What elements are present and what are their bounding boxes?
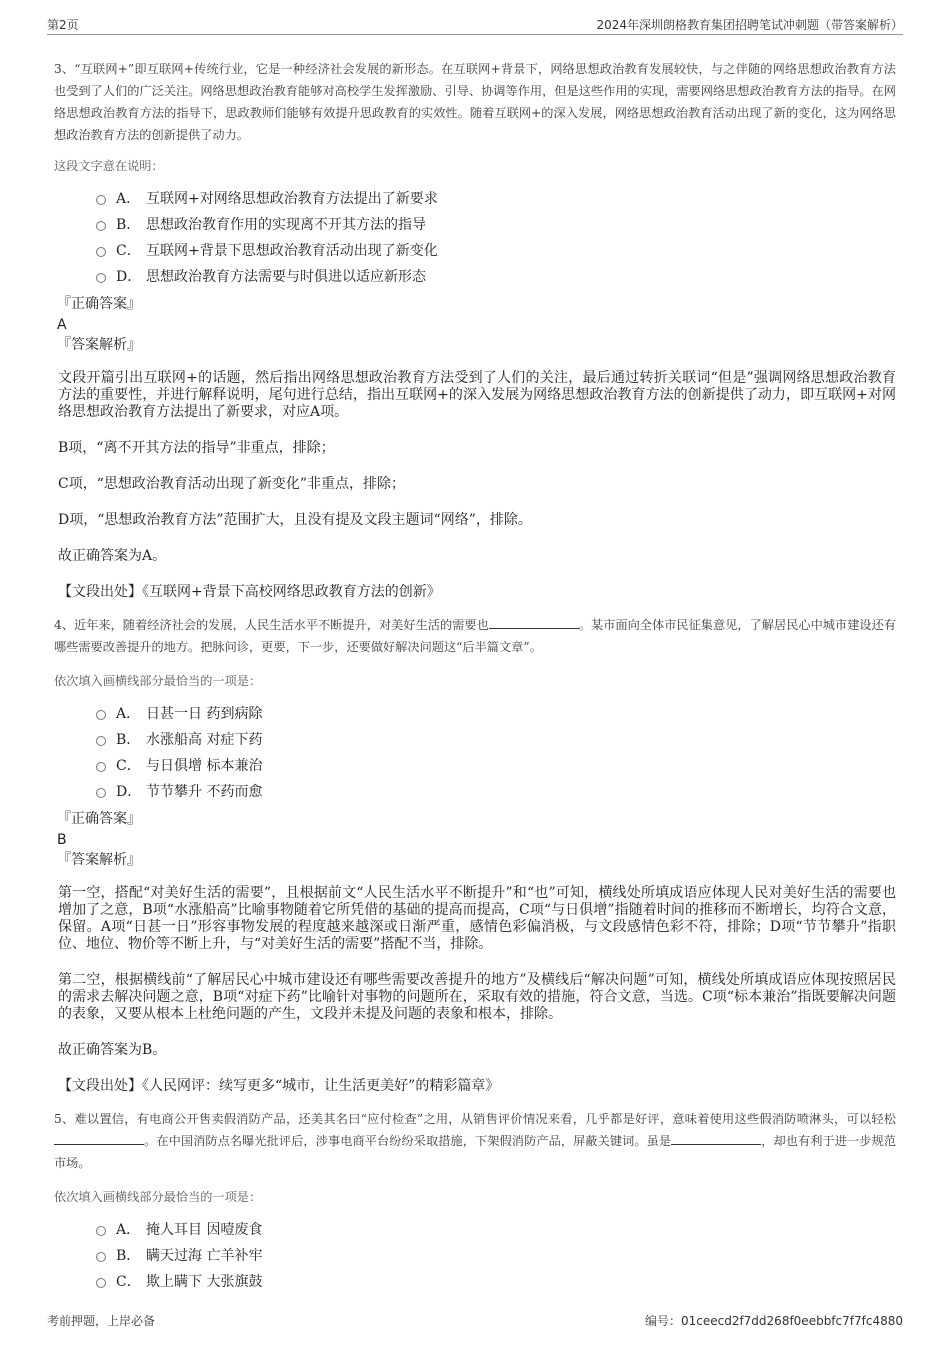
- question-prompt: 依次填入画横线部分最恰当的一项是：: [54, 1190, 262, 1204]
- radio-icon[interactable]: [96, 710, 106, 720]
- radio-icon[interactable]: [96, 1278, 106, 1288]
- question-text: 3、“互联网+”即互联网+传统行业，它是一种经济社会发展的新形态。在互联网+背景下，网络思想政治教育发展较快，与之伴随的网络思想政治教育方法也受到了人们的广泛关注。网络思想政治教育能够对高校学生发挥激励、引导、协调等作用，但是这些作用的实现，需要网络思想政治教育方法的指导。在网络思想政治教育方法的指导下，思政教师们能够有效提升思政教育的实效性。随着互联网+的深入发展，网络思想政治教育活动出现了新的变化，这为网络思想政治教育方法的创新提供了动力。: [54, 62, 896, 142]
- analysis-paragraph: D项，“思想政治教育方法”范围扩大，且没有提及文段主题词“网络”，排除。: [58, 512, 532, 528]
- analysis-paragraph: C项，“思想政治教育活动出现了新变化”非重点，排除；: [58, 476, 406, 492]
- question-prompt: 这段文字意在说明：: [54, 159, 164, 173]
- analysis-paragraph: 故正确答案为B。: [58, 1042, 167, 1058]
- option-d[interactable]: D． 思想政治教育方法需要与时俱进以适应新形态: [96, 264, 896, 290]
- analysis-label: 『答案解析』: [57, 337, 141, 353]
- answer-label: 『正确答案』: [57, 296, 141, 312]
- answer-label: 『正确答案』: [57, 811, 141, 827]
- source-citation: 【文段出处】《互联网+背景下高校网络思政教育方法的创新》: [58, 584, 441, 600]
- options-list: [54, 1217, 896, 1295]
- option-a[interactable]: A． 互联网+对网络思想政治教育方法提出了新要求: [96, 186, 896, 212]
- radio-icon[interactable]: [96, 1252, 106, 1262]
- question-5: [54, 1108, 896, 1295]
- radio-icon[interactable]: [96, 273, 106, 283]
- option-a[interactable]: A． 日甚一日 药到病除: [96, 701, 896, 727]
- question-4: [54, 614, 896, 1095]
- answer-value: A: [57, 317, 67, 333]
- footer-slogan: 考前押题，上岸必备: [47, 1314, 156, 1328]
- document-title: 2024年深圳朗格教育集团招聘笔试冲刺题（带答案解析）: [596, 18, 903, 32]
- radio-icon[interactable]: [96, 195, 106, 205]
- page-content: [54, 58, 896, 1295]
- analysis-paragraph: B项，“离不开其方法的指导”非重点，排除；: [58, 440, 335, 456]
- option-a[interactable]: A． 掩人耳目 因噎废食: [96, 1217, 896, 1243]
- document-id: 编号：01ceecd2f7dd268f0eebbfc7f7fc4880: [644, 1314, 903, 1328]
- page-number: 第2页: [47, 18, 79, 32]
- option-b[interactable]: B． 瞒天过海 亡羊补牢: [96, 1243, 896, 1269]
- radio-icon[interactable]: [96, 247, 106, 257]
- answer-blank: [54, 1133, 144, 1145]
- option-b[interactable]: B． 思想政治教育作用的实现离不开其方法的指导: [96, 212, 896, 238]
- source-citation: 【文段出处】《人民网评：续写更多“城市，让生活更美好”的精彩篇章》: [58, 1078, 500, 1094]
- radio-icon[interactable]: [96, 736, 106, 746]
- question-prompt: 依次填入画横线部分最恰当的一项是：: [54, 674, 262, 688]
- answer-blank: [489, 617, 579, 629]
- analysis-paragraph: 文段开篇引出互联网+的话题，然后指出网络思想政治教育方法受到了人们的关注，最后通过转折关联词“但是”强调网络思想政治教育方法的重要性，并进行解释说明，尾句进行总结，指出互联网+的深入发展为网络思想政治教育方法的创新提供了动力，即互联网+对网络思想政治教育方法提出了新要求，对应A项。: [58, 370, 896, 420]
- radio-icon[interactable]: [96, 762, 106, 772]
- option-b[interactable]: B． 水涨船高 对症下药: [96, 727, 896, 753]
- question-text: 5、难以置信，有电商公开售卖假消防产品，还美其名曰“应付检查”之用，从销售评价情况来看，几乎都是好评，意味着使用这些假消防喷淋头，可以轻松。在中国消防点名曝光批评后，涉事电商平台纷纷采取措施，下架假消防产品，屏蔽关键词。虽是 ，却也有利于进一步规范市场。: [54, 1112, 897, 1170]
- radio-icon[interactable]: [96, 1226, 106, 1236]
- analysis-paragraph: 第一空，搭配“对美好生活的需要”，且根据前文“人民生活水平不断提升”和“也”可知，横线处所填成语应体现人民对美好生活的需要也增加了之意，B项“水涨船高”比喻事物随着它所凭借的基础的提高而提高，C项“与日俱增”指随着时间的推移而不断增长，均符合文意，保留。A项“日甚一日”形容事物发展的程度越来越深或日渐严重，感情色彩偏消极，与文段感情色彩不符，排除；D项“节节攀升”指职位、地位、物价等不断上升，与“对美好生活的需要”搭配不当，排除。: [58, 885, 896, 952]
- options-list: [54, 186, 896, 290]
- question-3: [54, 58, 896, 601]
- page-header: [47, 14, 903, 35]
- option-c[interactable]: C． 与日俱增 标本兼治: [96, 753, 896, 779]
- analysis-paragraph: 第二空，根据横线前“了解居民心中城市建设还有哪些需要改善提升的地方”及横线后“解决问题”可知，横线处所填成语应体现按照居民的需求去解决问题之意，B项“对症下药”比喻针对事物的问题所在，采取有效的措施，符合文意，当选。C项“标本兼治”指既要解决问题的表象，又要从根本上杜绝问题的产生，文段并未提及问题的表象和根本，排除。: [58, 972, 896, 1022]
- question-text: 4、近年来，随着经济社会的发展，人民生活水平不断提升，对美好生活的需要也 。某市面向全体市民征集意见，了解居民心中城市建设还有哪些需要改善提升的地方。把脉问诊，更要，下一步，还要做好解决问题这“后半篇文章”。: [54, 618, 896, 654]
- analysis-paragraph: 故正确答案为A。: [58, 548, 167, 564]
- page-footer: [47, 1312, 903, 1330]
- radio-icon[interactable]: [96, 221, 106, 231]
- answer-value: B: [57, 832, 67, 848]
- radio-icon[interactable]: [96, 788, 106, 798]
- analysis-label: 『答案解析』: [57, 852, 141, 868]
- option-c[interactable]: C． 互联网+背景下思想政治教育活动出现了新变化: [96, 238, 896, 264]
- option-d[interactable]: D． 节节攀升 不药而愈: [96, 779, 896, 805]
- answer-blank: [671, 1133, 761, 1145]
- option-c[interactable]: C． 欺上瞒下 大张旗鼓: [96, 1269, 896, 1295]
- options-list: [54, 701, 896, 805]
